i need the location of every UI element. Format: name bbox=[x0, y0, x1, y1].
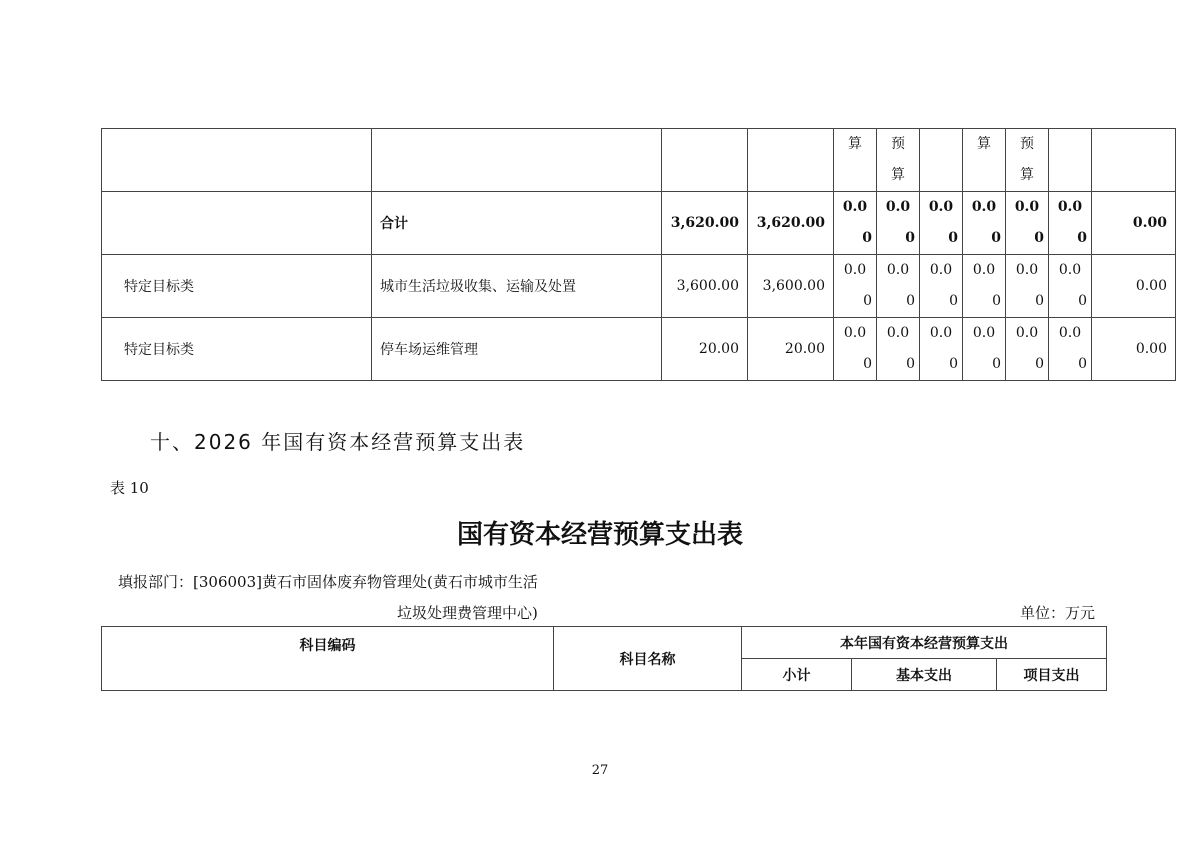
split-value: 0 bbox=[1077, 230, 1087, 246]
split-value: 0.0 bbox=[1015, 325, 1039, 341]
table-number: 表 10 bbox=[110, 479, 149, 497]
value-cell: 3,600.00 bbox=[748, 255, 834, 318]
split-value: 0.0 bbox=[886, 262, 910, 278]
value-cell: 3,600.00 bbox=[662, 255, 748, 318]
header-project-expenditure: 项目支出 bbox=[997, 659, 1107, 691]
unit-label: 单位：万元 bbox=[1020, 604, 1096, 622]
header-basic-expenditure: 基本支出 bbox=[852, 659, 997, 691]
split-value: 0 bbox=[906, 356, 915, 372]
split-value: 0 bbox=[863, 356, 872, 372]
department-line: 填报部门：[306003]黄石市固体废弃物管理处(黄石市城市生活 bbox=[118, 573, 538, 591]
item-name-cell: 停车场运维管理 bbox=[372, 318, 662, 381]
split-value: 0.0 bbox=[1057, 199, 1083, 215]
split-value: 0.0 bbox=[971, 199, 997, 215]
header-row bbox=[102, 129, 1176, 192]
split-value: 0.0 bbox=[1058, 325, 1082, 341]
split-value: 0.0 bbox=[929, 325, 953, 341]
category-cell: 特定目标类 bbox=[102, 318, 372, 381]
split-value: 0 bbox=[906, 293, 915, 309]
split-value: 0.0 bbox=[928, 199, 954, 215]
split-value: 0.0 bbox=[885, 199, 911, 215]
split-value: 0 bbox=[863, 293, 872, 309]
split-value: 0 bbox=[1078, 293, 1087, 309]
split-value: 0 bbox=[948, 230, 958, 246]
table-row bbox=[102, 255, 1176, 318]
header-cell: 算 bbox=[977, 136, 991, 152]
header-cell: 预 bbox=[1020, 136, 1034, 152]
split-value: 0.0 bbox=[972, 325, 996, 341]
split-value: 0.0 bbox=[843, 262, 867, 278]
split-value: 0 bbox=[1078, 356, 1087, 372]
split-value: 0 bbox=[1034, 230, 1044, 246]
table-title: 国有资本经营预算支出表 bbox=[456, 520, 743, 550]
value-cell: 20.00 bbox=[748, 318, 834, 381]
split-value: 0 bbox=[949, 293, 958, 309]
split-value: 0 bbox=[905, 230, 915, 246]
item-name-cell: 城市生活垃圾收集、运输及处置 bbox=[372, 255, 662, 318]
category-cell bbox=[102, 192, 372, 255]
split-value: 0.0 bbox=[929, 262, 953, 278]
split-value: 0.0 bbox=[972, 262, 996, 278]
state-capital-expenditure-table bbox=[101, 626, 1107, 691]
header-subtotal: 小计 bbox=[742, 659, 852, 691]
split-value: 0.0 bbox=[886, 325, 910, 341]
value-cell: 20.00 bbox=[662, 318, 748, 381]
header-expenditure-group: 本年国有资本经营预算支出 bbox=[742, 627, 1107, 659]
split-value: 0 bbox=[1035, 293, 1044, 309]
table-row bbox=[102, 192, 1176, 255]
split-value: 0.0 bbox=[842, 199, 868, 215]
table-row bbox=[102, 318, 1176, 381]
header-cell: 算 bbox=[1020, 167, 1034, 183]
value-cell: 3,620.00 bbox=[748, 192, 834, 255]
split-value: 0.0 bbox=[1014, 199, 1040, 215]
header-cell: 算 bbox=[848, 136, 862, 152]
split-value: 0 bbox=[991, 230, 1001, 246]
split-value: 0.0 bbox=[1015, 262, 1039, 278]
split-value: 0 bbox=[862, 230, 872, 246]
split-value: 0 bbox=[992, 293, 1001, 309]
header-subject-name: 科目名称 bbox=[554, 627, 742, 691]
value-cell: 0.00 bbox=[1092, 255, 1176, 318]
split-value: 0 bbox=[1035, 356, 1044, 372]
split-value: 0.0 bbox=[843, 325, 867, 341]
budget-table-top bbox=[101, 128, 1176, 381]
page-number: 27 bbox=[591, 763, 609, 778]
value-cell: 0.00 bbox=[1092, 192, 1176, 255]
category-cell: 特定目标类 bbox=[102, 255, 372, 318]
value-cell: 0.00 bbox=[1092, 318, 1176, 381]
department-line: 垃圾处理费管理中心) bbox=[397, 604, 538, 622]
header-subject-code: 科目编码 bbox=[102, 627, 554, 691]
header-cell: 预 bbox=[891, 136, 905, 152]
split-value: 0 bbox=[992, 356, 1001, 372]
item-name-cell: 合计 bbox=[372, 192, 662, 255]
header-cell: 算 bbox=[891, 167, 905, 183]
split-value: 0 bbox=[949, 356, 958, 372]
split-value: 0.0 bbox=[1058, 262, 1082, 278]
section-heading: 十、2026 年国有资本经营预算支出表 bbox=[150, 430, 526, 454]
value-cell: 3,620.00 bbox=[662, 192, 748, 255]
